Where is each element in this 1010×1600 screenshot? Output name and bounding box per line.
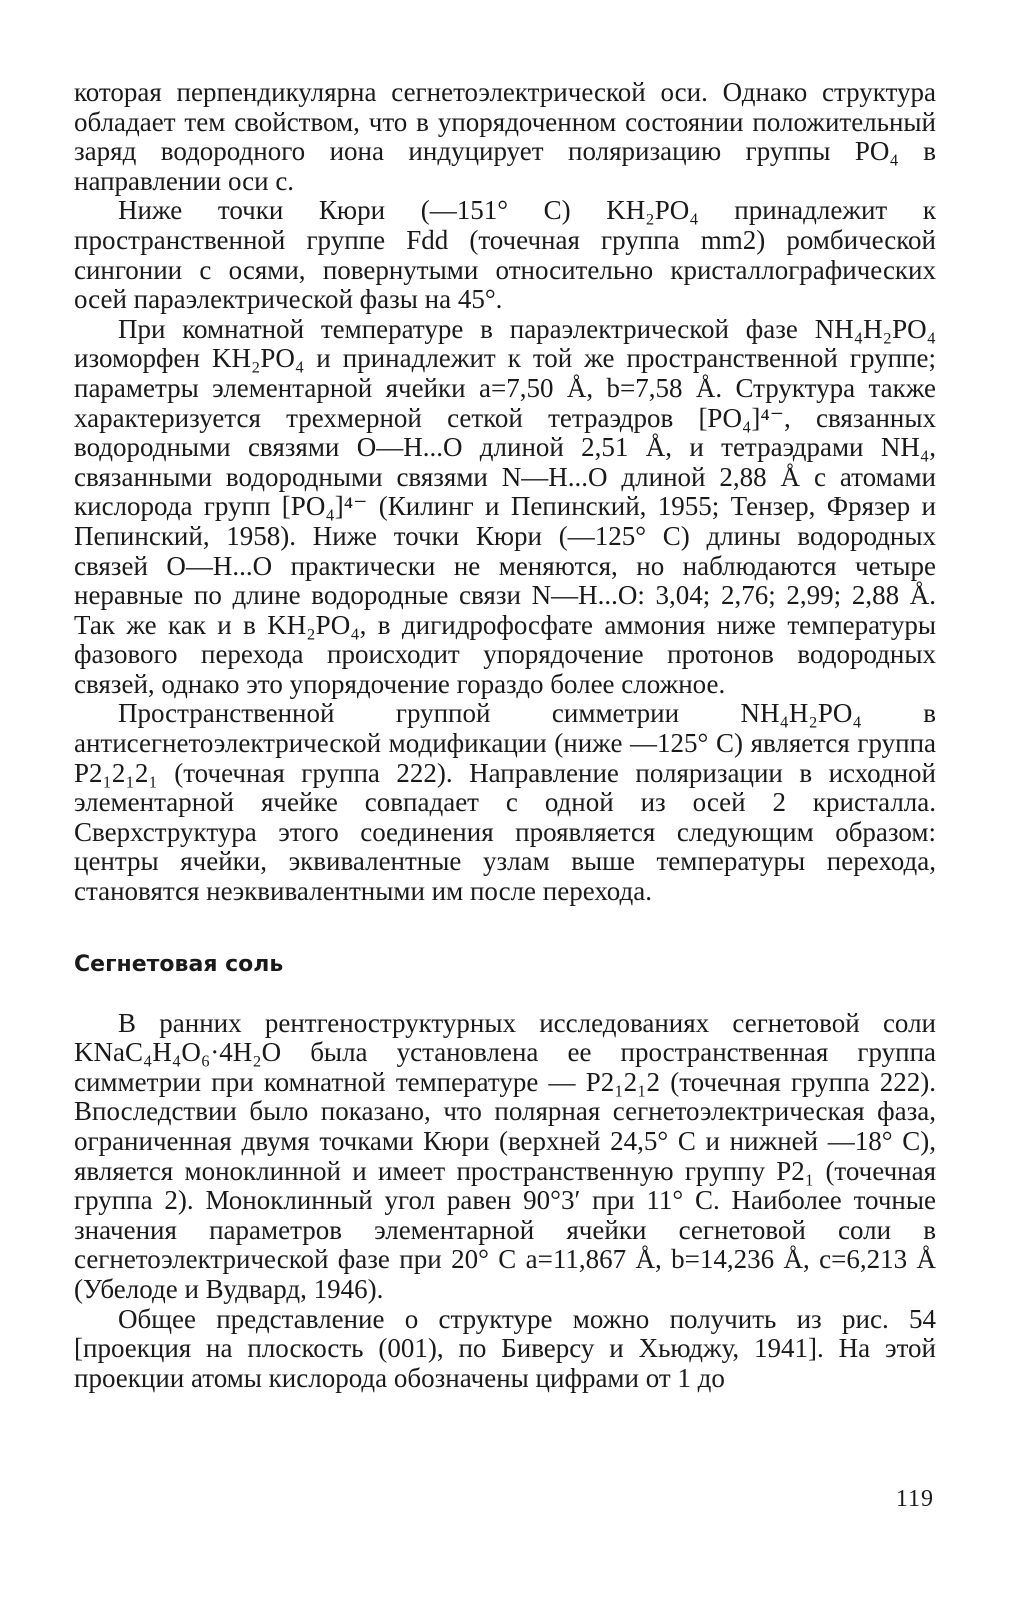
- paragraph: В ранних рентгеноструктурных исследованиях сегнетовой соли KNaC₄H₄O₆·4H₂O была установлена ее пространственная группа симметрии при комнатной температуре — P2₁2₁2 (точечная группа 222). Впоследствии было показано, что полярная сегнетоэлектрическая фаза, ограниченная двумя точками Кюри (верхней 24,5° С и нижней —18° С), является моноклинной и имеет пространственную группу P2₁ (точечная группа 2). Моноклинный угол равен 90°3′ при 11° С. Наиболее точные значения параметров элементарной ячейки сегнетовой соли в сегнетоэлектрической фазе при 20° С a=11,867 Å, b=14,236 Å, c=6,213 Å (Убелоде и Вудвард, 1946).: [74, 1007, 936, 1304]
- page-body: [74, 78, 936, 1393]
- section-heading: Сегнетовая соль: [74, 951, 284, 977]
- paragraph: Общее представление о структуре можно получить из рис. 54 [проекция на плоскость (001), по Биверсу и Хьюджу, 1941]. На этой проекции атомы кислорода обозначены цифрами от 1 до: [74, 1303, 936, 1393]
- paragraph: которая перпендикулярна сегнетоэлектрической оси. Однако структура обладает тем свойством, что в упорядоченном состоянии положительный заряд водородного иона индуцирует поляризацию группы PO₄ в направлении оси c.: [74, 77, 936, 196]
- paragraph: Ниже точки Кюри (—151° С) KH₂PO₄ принадлежит к пространственной группе Fdd (точечная группа mm2) ромбической сингонии с осями, повернутыми относительно кристаллографических осей параэлектрической фазы на 45°.: [74, 195, 936, 315]
- paragraph: Пространственной группой симметрии NH₄H₂PO₄ в антисегнетоэлектрической модификации (ниже —125° С) является группа P2₁2₁2₁ (точечная группа 222). Направление поляризации в исходной элементарной ячейке совпадает с одной из осей 2 кристалла. Сверхструктура этого соединения проявляется следующим образом: центры ячейки, эквивалентные узлам выше температуры перехода, становятся неэквивалентными им после перехода.: [74, 698, 936, 907]
- page-number: 119: [895, 1486, 934, 1512]
- paragraph: При комнатной температуре в параэлектрической фазе NH₄H₂PO₄ изоморфен KH₂PO₄ и принадлежит к той же пространственной группе; параметры элементарной ячейки a=7,50 Å, b=7,58 Å. Структура также характеризуется трехмерной сеткой тетраэдров [PO₄]⁴⁻, связанных водородными связями O—H...O длиной 2,51 Å, и тетраэдрами NH₄, связанными водородными связями N—H...O длиной 2,88 Å с атомами кислорода групп [PO₄]⁴⁻ (Килинг и Пепинский, 1955; Тензер, Фрязер и Пепинский, 1958). Ниже точки Кюри (—125° С) длины водородных связей O—H...O практически не меняются, но наблюдаются четыре неравные по длине водородные связи N—H...O: 3,04; 2,76; 2,99; 2,88 Å. Так же как и в KH₂PO₄, в дигидрофосфате аммония ниже температуры фазового перехода происходит упорядочение протонов водородных связей, однако это упорядочение гораздо более сложное.: [74, 313, 936, 699]
